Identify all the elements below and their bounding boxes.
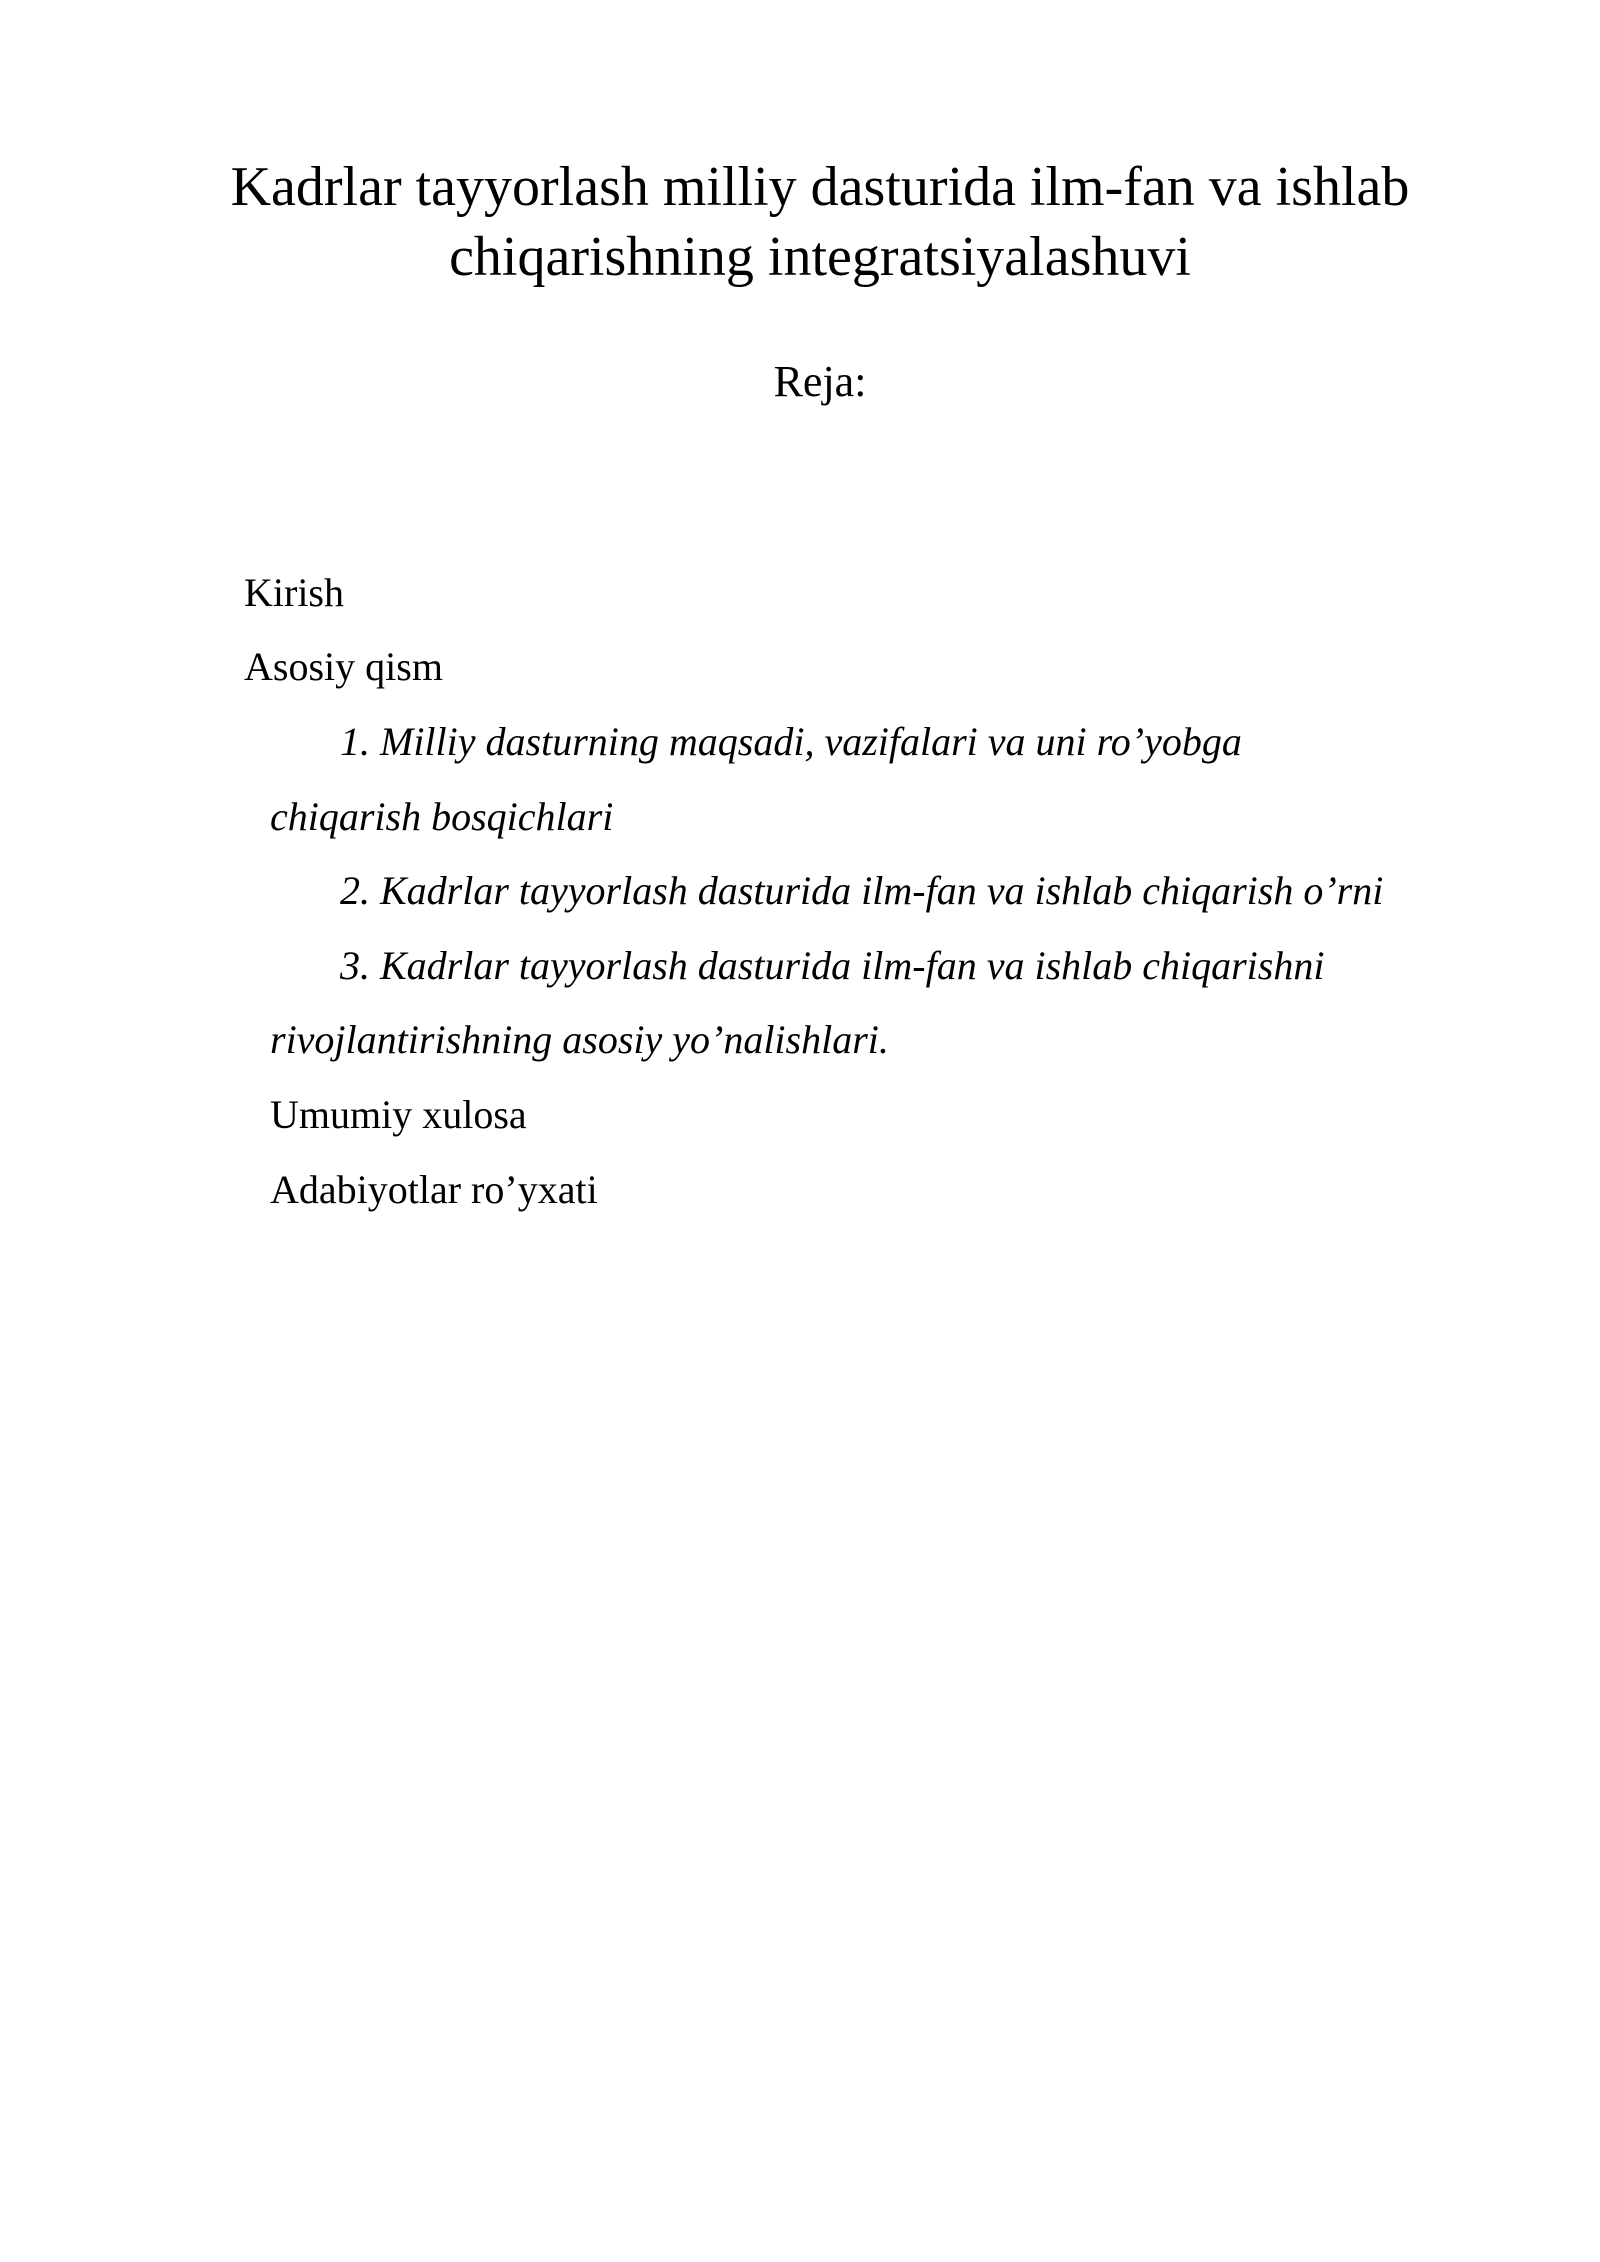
plan-item-1-continuation: chiqarish bosqichlari bbox=[270, 794, 614, 839]
plan-item-1 bbox=[340, 717, 1242, 767]
plan-item-3-text: Kadrlar tayyorlash dasturida ilm-fan va ishlab chiqarishni bbox=[380, 943, 1325, 988]
plan-heading: Reja: bbox=[773, 357, 867, 406]
plan-conclusion: Umumiy xulosa bbox=[270, 1092, 527, 1137]
plan-main-part: Asosiy qism bbox=[244, 644, 443, 689]
plan-item-2-number: 2. bbox=[340, 868, 370, 913]
plan-item-3 bbox=[340, 941, 1324, 991]
plan-item-3-number: 3. bbox=[340, 943, 370, 988]
plan-item-1-number: 1. bbox=[340, 719, 370, 764]
document-title: Kadrlar tayyorlash milliy dasturida ilm-fan va ishlab chiqarishning integratsiyalashuvi bbox=[230, 156, 1410, 288]
plan-item-2-text: Kadrlar tayyorlash dasturida ilm-fan va ishlab chiqarish o’rni bbox=[380, 868, 1384, 913]
plan-item-1-text: Milliy dasturning maqsadi, vazifalari va uni ro’yobga bbox=[380, 719, 1242, 764]
plan-intro: Kirish bbox=[244, 570, 344, 615]
plan-item-3-continuation: rivojlantirishning asosiy yo’nalishlari. bbox=[270, 1017, 889, 1062]
plan-references: Adabiyotlar ro’yxati bbox=[270, 1167, 598, 1212]
plan-item-2 bbox=[340, 866, 1383, 916]
